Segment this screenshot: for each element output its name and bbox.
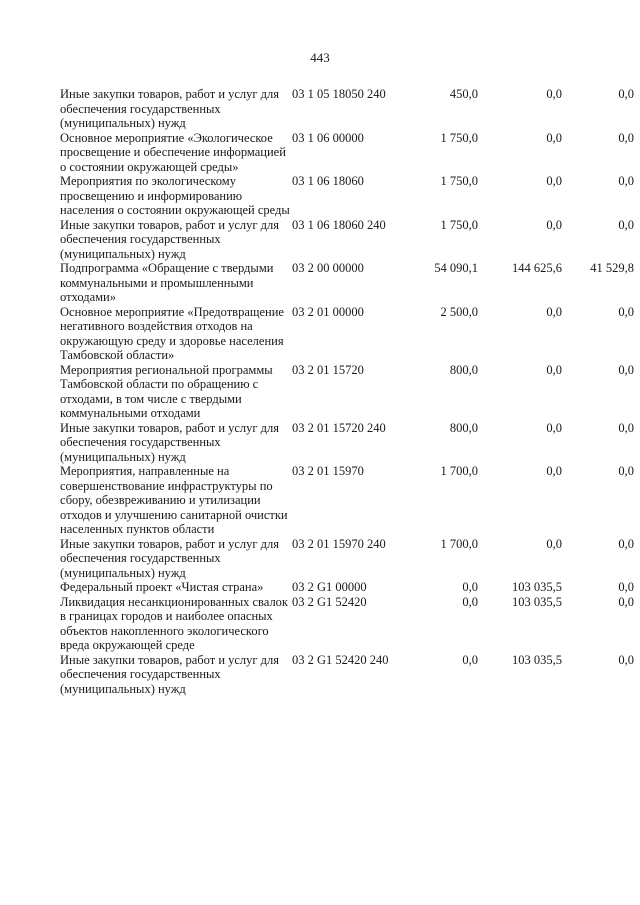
table-row	[60, 131, 634, 175]
item-name-cell: Мероприятия, направленные на совершенствование инфраструктуры по сбору, обезвреживанию и утилизации отходов и улучшению санитарной очистки населенных пунктов области	[60, 464, 288, 536]
item-name-cell: Иные закупки товаров, работ и услуг для обеспечения государственных (муниципальных) нужд	[60, 652, 280, 696]
amount-year3-cell: 0,0	[618, 87, 634, 101]
amount-year1-cell: 0,0	[462, 652, 478, 667]
budget-code-cell: 03 2 01 15970	[292, 464, 364, 478]
budget-code-cell: 03 2 01 00000	[292, 304, 364, 319]
amount-year3-cell: 0,0	[618, 652, 634, 667]
table-row	[60, 305, 634, 363]
item-name-cell: Иные закупки товаров, работ и услуг для обеспечения государственных (муниципальных) нужд	[60, 87, 280, 130]
amount-year2-cell: 0,0	[546, 420, 562, 435]
amount-year1-cell: 1 750,0	[440, 130, 478, 145]
item-name-cell: Иные закупки товаров, работ и услуг для обеспечения государственных (муниципальных) нужд	[60, 420, 280, 464]
item-name-cell: Основное мероприятие «Предотвращение негативного воздействия отходов на окружающую среду и здоровье населения Тамбовской области»	[60, 304, 284, 362]
item-name-cell: Мероприятия региональной программы Тамбовской области по обращению с отходами, в том числе с твердыми коммунальными отходами	[60, 362, 273, 420]
amount-year3-cell: 0,0	[618, 536, 634, 551]
amount-year3-cell: 0,0	[618, 464, 634, 478]
item-name-cell: Ликвидация несанкционированных свалок в границах городов и наиболее опасных объектов накопленного экологического вреда окружающей среде	[60, 594, 289, 652]
amount-year1-cell: 1 700,0	[440, 464, 478, 478]
amount-year2-cell: 0,0	[546, 217, 562, 232]
budget-table	[60, 87, 634, 696]
budget-code-cell: 03 1 06 18060 240	[292, 217, 386, 232]
amount-year2-cell: 144 625,6	[512, 261, 562, 275]
item-name-cell: Подпрограмма «Обращение с твердыми коммунальными и промышленными отходами»	[60, 261, 274, 304]
table-row	[60, 595, 634, 653]
amount-year2-cell: 0,0	[546, 87, 562, 101]
table-row	[60, 653, 634, 697]
budget-code-cell: 03 1 06 18060	[292, 174, 364, 188]
amount-year1-cell: 1 700,0	[440, 536, 478, 551]
amount-year2-cell: 103 035,5	[512, 652, 562, 667]
amount-year1-cell: 2 500,0	[440, 304, 478, 319]
table-row	[60, 87, 634, 131]
amount-year1-cell: 1 750,0	[440, 217, 478, 232]
amount-year1-cell: 54 090,1	[434, 261, 478, 275]
amount-year3-cell: 0,0	[618, 420, 634, 435]
item-name-cell: Федеральный проект «Чистая страна»	[60, 580, 264, 594]
amount-year3-cell: 0,0	[618, 304, 634, 319]
budget-code-cell: 03 2 01 15720 240	[292, 420, 386, 435]
amount-year1-cell: 450,0	[449, 87, 478, 101]
amount-year1-cell: 800,0	[449, 362, 478, 377]
amount-year1-cell: 1 750,0	[440, 174, 478, 188]
budget-code-cell: 03 1 05 18050 240	[292, 87, 386, 101]
amount-year1-cell: 0,0	[462, 580, 478, 594]
page-number: 443	[310, 50, 330, 65]
amount-year3-cell: 0,0	[618, 130, 634, 145]
amount-year2-cell: 0,0	[546, 464, 562, 478]
item-name-cell: Иные закупки товаров, работ и услуг для обеспечения государственных (муниципальных) нужд	[60, 217, 280, 261]
table-row	[60, 174, 634, 218]
budget-code-cell: 03 2 G1 00000	[292, 580, 367, 594]
table-row	[60, 421, 634, 465]
amount-year1-cell: 800,0	[449, 420, 478, 435]
budget-code-cell: 03 2 00 00000	[292, 261, 364, 275]
table-row	[60, 580, 634, 595]
budget-code-cell: 03 2 01 15970 240	[292, 536, 386, 551]
amount-year2-cell: 0,0	[546, 130, 562, 145]
amount-year3-cell: 0,0	[618, 217, 634, 232]
budget-code-cell: 03 1 06 00000	[292, 130, 364, 145]
amount-year3-cell: 0,0	[618, 580, 634, 594]
table-row	[60, 363, 634, 421]
table-row	[60, 261, 634, 305]
amount-year2-cell: 0,0	[546, 362, 562, 377]
item-name-cell: Иные закупки товаров, работ и услуг для обеспечения государственных (муниципальных) нужд	[60, 536, 280, 580]
amount-year3-cell: 0,0	[618, 174, 634, 188]
amount-year3-cell: 0,0	[618, 362, 634, 377]
table-row	[60, 464, 634, 537]
amount-year2-cell: 103 035,5	[512, 580, 562, 594]
amount-year2-cell: 0,0	[546, 174, 562, 188]
amount-year3-cell: 41 529,8	[590, 261, 634, 275]
amount-year2-cell: 0,0	[546, 536, 562, 551]
amount-year2-cell: 103 035,5	[512, 594, 562, 609]
item-name-cell: Основное мероприятие «Экологическое просвещение и обеспечение информацией о состоянии окружающей среды»	[60, 130, 286, 174]
amount-year2-cell: 0,0	[546, 304, 562, 319]
budget-code-cell: 03 2 G1 52420 240	[292, 652, 389, 667]
budget-code-cell: 03 2 G1 52420	[292, 594, 367, 609]
table-row	[60, 218, 634, 262]
table-row	[60, 537, 634, 581]
item-name-cell: Мероприятия по экологическому просвещению и информированию населения о состоянии окружающей среды	[60, 174, 290, 217]
amount-year3-cell: 0,0	[618, 594, 634, 609]
table-body	[60, 87, 634, 696]
budget-code-cell: 03 2 01 15720	[292, 362, 364, 377]
amount-year1-cell: 0,0	[462, 594, 478, 609]
